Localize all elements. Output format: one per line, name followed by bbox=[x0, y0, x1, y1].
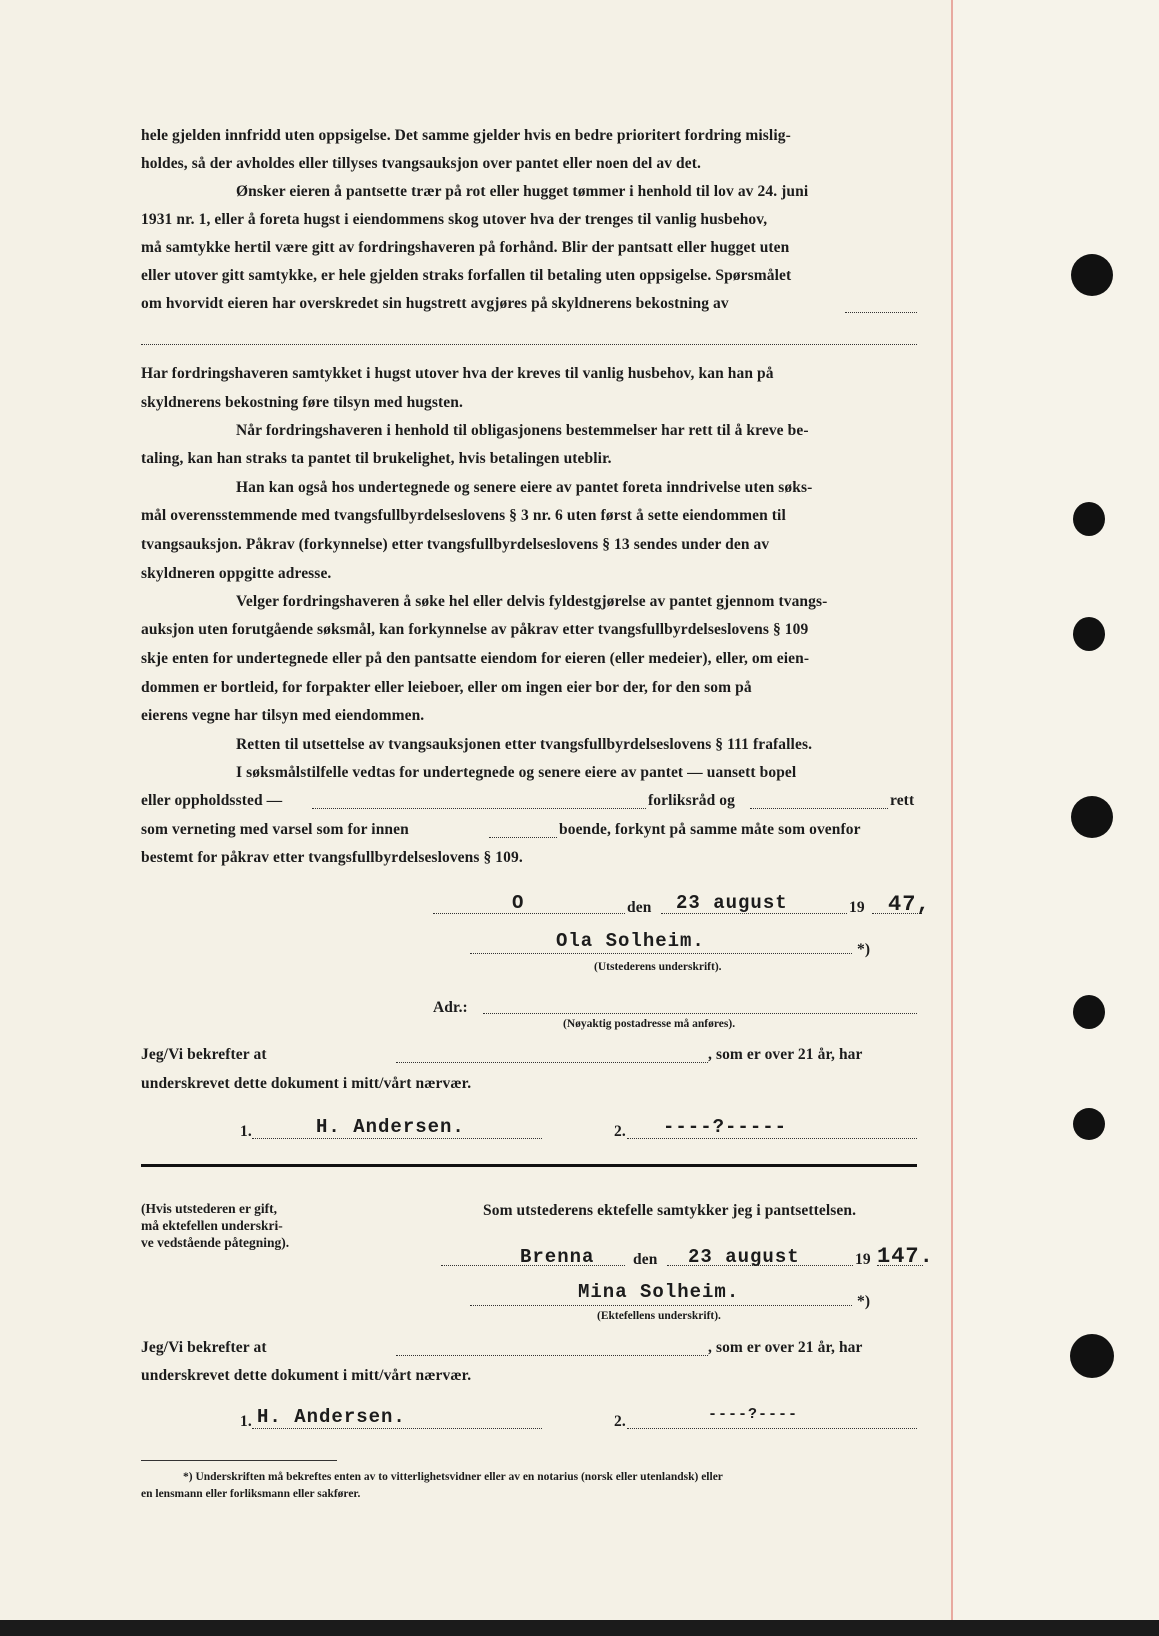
text-line: tvangsauksjon. Påkrav (forkynnelse) etter tvangsfullbyrdelseslovens § 13 sendes under den av bbox=[141, 536, 770, 553]
section-divider bbox=[141, 1164, 917, 1167]
punch-hole bbox=[1073, 995, 1105, 1029]
text-line: auksjon uten forutgående søksmål, kan forkynnelse av påkrav etter tvangsfullbyrdelseslovens § 109 bbox=[141, 621, 809, 638]
text-line: boende, forkynt på samme måte som ovenfor bbox=[559, 821, 861, 838]
address-field[interactable] bbox=[483, 1013, 917, 1014]
scan-edge bbox=[0, 1620, 1159, 1636]
red-margin-line bbox=[951, 0, 953, 1620]
punch-hole bbox=[1073, 617, 1105, 651]
spouse-note: ve vedstående påtegning). bbox=[141, 1235, 290, 1250]
text-line: Jeg/Vi bekrefter at bbox=[141, 1339, 267, 1356]
footnote-line: en lensmann eller forliksmann eller sakfører. bbox=[141, 1488, 361, 1500]
text-line: om hvorvidt eieren har overskredet sin hugstrett avgjøres på skyldnerens bekostning av bbox=[141, 295, 729, 312]
witness-number: 2. bbox=[614, 1123, 626, 1140]
den-label: den bbox=[633, 1251, 658, 1268]
year-value: 47, bbox=[888, 892, 931, 917]
den-label: den bbox=[627, 899, 652, 916]
year-value: 147. bbox=[877, 1244, 934, 1269]
text-line: eller oppholdssted — bbox=[141, 792, 283, 809]
witness-name-field[interactable] bbox=[396, 1062, 708, 1063]
witness1-value: H. Andersen. bbox=[257, 1406, 406, 1428]
signer-value: Ola Solheim. bbox=[556, 930, 705, 952]
blank-field[interactable] bbox=[141, 344, 917, 345]
date-value: 23 august bbox=[676, 892, 788, 914]
text-line: Har fordringshaveren samtykket i hugst utover hva der kreves til vanlig husbehov, kan han på bbox=[141, 365, 774, 382]
text-line: eller utover gitt samtykke, er hele gjelden straks forfallen til betaling uten oppsigelse. Spørsmålet bbox=[141, 267, 792, 284]
court-field[interactable] bbox=[750, 808, 888, 809]
signer-field[interactable] bbox=[470, 1305, 852, 1306]
text-line: mål overensstemmende med tvangsfullbyrdelseslovens § 3 nr. 6 uten først å sette eiendommen til bbox=[141, 507, 786, 524]
witness-name-field[interactable] bbox=[396, 1355, 708, 1356]
signer-value: Mina Solheim. bbox=[578, 1281, 740, 1303]
punch-hole bbox=[1073, 1108, 1105, 1140]
place-value: O bbox=[512, 892, 525, 914]
footnote-rule bbox=[141, 1460, 337, 1461]
text-line: som verneting med varsel som for innen bbox=[141, 821, 409, 838]
spouse-note: (Hvis utstederen er gift, bbox=[141, 1201, 277, 1216]
signer-field[interactable] bbox=[470, 953, 852, 954]
punch-hole bbox=[1073, 502, 1105, 536]
text-line: 1931 nr. 1, eller å foreta hugst i eiendommens skog utover hva der trenges til vanlig husbehov, bbox=[141, 211, 768, 228]
witness-number: 1. bbox=[240, 1123, 252, 1140]
district-field[interactable] bbox=[489, 837, 557, 838]
witness1-field[interactable] bbox=[252, 1428, 542, 1429]
witness-number: 2. bbox=[614, 1413, 626, 1430]
witness-number: 1. bbox=[240, 1413, 252, 1430]
address-label: Adr.: bbox=[433, 999, 468, 1016]
text-line: skyldneren oppgitte adresse. bbox=[141, 565, 332, 582]
text-line: skje enten for undertegnede eller på den pantsatte eiendom for eieren (eller medeier), eller, om eien- bbox=[141, 650, 810, 667]
text-line: Retten til utsettelse av tvangsauksjonen etter tvangsfullbyrdelseslovens § 111 frafalles. bbox=[236, 736, 813, 753]
text-line: rett bbox=[890, 792, 915, 809]
year-prefix: 19 bbox=[849, 899, 865, 916]
spouse-consent: Som utstederens ektefelle samtykker jeg i pantsettelsen. bbox=[483, 1202, 857, 1219]
text-line: Velger fordringshaveren å søke hel eller delvis fyldestgjørelse av pantet gjennom tvangs- bbox=[236, 593, 828, 610]
text-line: underskrevet dette dokument i mitt/vårt nærvær. bbox=[141, 1075, 472, 1092]
punch-hole bbox=[1070, 1334, 1114, 1378]
date-value: 23 august bbox=[688, 1246, 800, 1268]
place-value: Brenna bbox=[520, 1246, 595, 1268]
witness1-value: H. Andersen. bbox=[316, 1116, 465, 1138]
witness2-value: ----?---- bbox=[708, 1406, 799, 1423]
right-margin-strip bbox=[953, 0, 1159, 1636]
text-line: underskrevet dette dokument i mitt/vårt nærvær. bbox=[141, 1367, 472, 1384]
text-line: forliksråd og bbox=[648, 792, 735, 809]
footnote-mark: *) bbox=[857, 1293, 871, 1310]
text-line: må samtykke hertil være gitt av fordringshaveren på forhånd. Blir der pantsatt eller hugget uten bbox=[141, 239, 790, 256]
footnote-mark: *) bbox=[857, 941, 871, 958]
punch-hole bbox=[1071, 254, 1113, 296]
year-prefix: 19 bbox=[855, 1251, 871, 1268]
text-line: , som er over 21 år, har bbox=[708, 1046, 863, 1063]
residence-field[interactable] bbox=[312, 808, 646, 809]
blank-field[interactable] bbox=[845, 312, 917, 313]
text-line: eierens vegne har tilsyn med eiendommen. bbox=[141, 707, 425, 724]
witness2-field[interactable] bbox=[627, 1428, 917, 1429]
place-field[interactable] bbox=[433, 913, 625, 914]
footnote-line: *) Underskriften må bekreftes enten av to vitterlighetsvidner eller av en notarius (norsk eller utenlandsk) eller bbox=[183, 1471, 723, 1483]
text-line: Når fordringshaveren i henhold til obligasjonens bestemmelser har rett til å kreve be- bbox=[236, 422, 809, 439]
punch-hole bbox=[1071, 796, 1113, 838]
text-line: , som er over 21 år, har bbox=[708, 1339, 863, 1356]
signature-caption: (Utstederens underskrift). bbox=[594, 961, 722, 973]
witness2-field[interactable] bbox=[627, 1138, 917, 1139]
text-line: Jeg/Vi bekrefter at bbox=[141, 1046, 267, 1063]
witness2-value: ----?----- bbox=[663, 1116, 788, 1138]
text-line: holdes, så der avholdes eller tillyses tvangsauksjon over pantet eller noen del av det. bbox=[141, 155, 701, 172]
text-line: dommen er bortleid, for forpakter eller leieboer, eller om ingen eier bor der, for den som på bbox=[141, 679, 752, 696]
signature-caption: (Ektefellens underskrift). bbox=[597, 1310, 721, 1322]
text-line: Ønsker eieren å pantsette trær på rot eller hugget tømmer i henhold til lov av 24. juni bbox=[236, 183, 809, 200]
text-line: skyldnerens bekostning føre tilsyn med hugsten. bbox=[141, 394, 463, 411]
text-line: bestemt for påkrav etter tvangsfullbyrdelseslovens § 109. bbox=[141, 849, 523, 866]
text-line: hele gjelden innfridd uten oppsigelse. Det samme gjelder hvis en bedre prioritert fordring mislig- bbox=[141, 127, 791, 144]
text-line: I søksmålstilfelle vedtas for undertegnede og senere eiere av pantet — uansett bopel bbox=[236, 764, 797, 781]
witness1-field[interactable] bbox=[252, 1138, 542, 1139]
text-line: Han kan også hos undertegnede og senere eiere av pantet foreta inndrivelse uten søks- bbox=[236, 479, 813, 496]
address-caption: (Nøyaktig postadresse må anføres). bbox=[563, 1018, 736, 1030]
spouse-note: må ektefellen underskri- bbox=[141, 1218, 283, 1233]
text-line: taling, kan han straks ta pantet til brukelighet, hvis betalingen uteblir. bbox=[141, 450, 612, 467]
